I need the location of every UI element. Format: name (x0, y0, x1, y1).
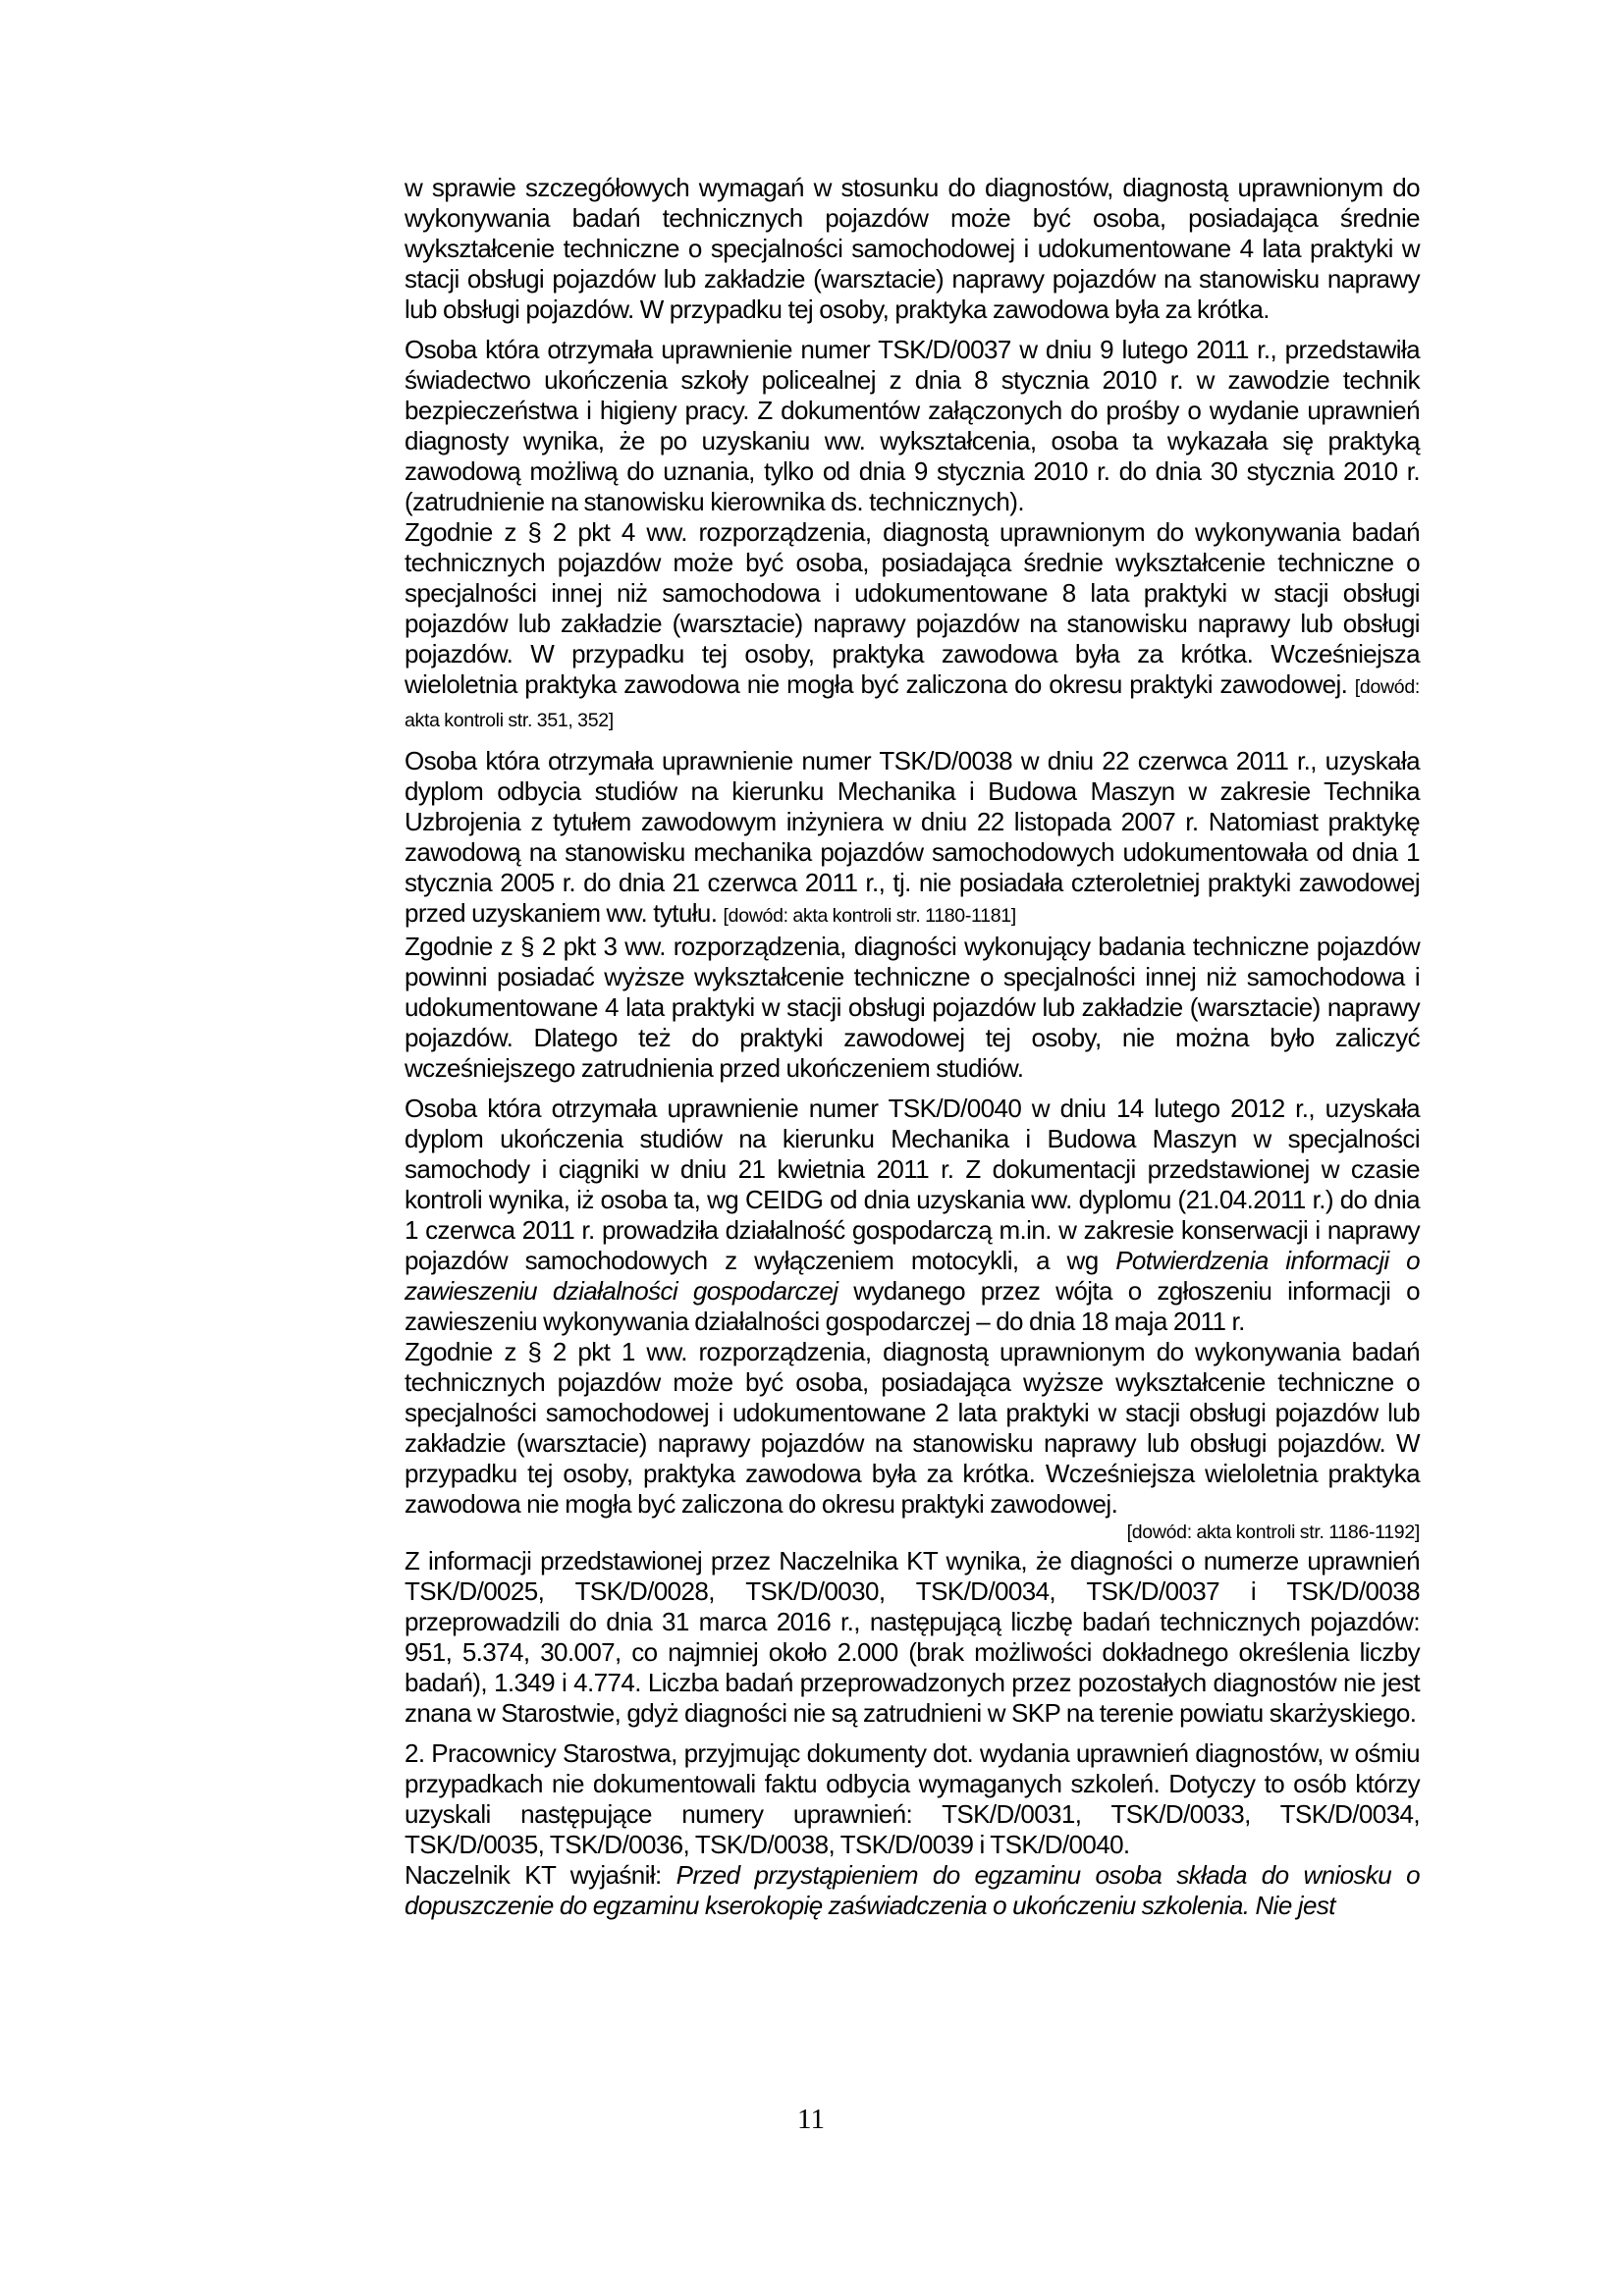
paragraph-text: Naczelnik KT wyjaśnił: (405, 1860, 676, 1890)
paragraph-text: Zgodnie z § 2 pkt 4 ww. rozporządzenia, diagnostą uprawnionym do wykonywania badań technicznych pojazdów może być osoba, posiadająca średnie wykształcenie techniczne o specjalności innej niż samochodowa i udokumentowane 8 lata praktyki w stacji obsługi pojazdów lub zakładzie (warsztacie) naprawy pojazdów na stanowisku naprawy lub obsługi pojazdów. W przypadku tej osoby, praktyka zawodowa była za krótka. Wcześniejsza wieloletnia praktyka zawodowa nie mogła być zaliczona do okresu praktyki zawodowej. (405, 517, 1420, 699)
paragraph-text: Osoba która otrzymała uprawnienie numer TSK/D/0038 w dniu 22 czerwca 2011 r., uzyskała dyplom odbycia studiów na kierunku Mechanika i Budowa Maszyn w zakresie Technika Uzbrojenia z tytułem zawodowym inżyniera w dniu 22 listopada 2007 r. Natomiast praktykę zawodową na stanowisku mechanika pojazdów samochodowych udokumentowała od dnia 1 stycznia 2005 r. do dnia 21 czerwca 2011 r., tj. nie posiadała czteroletniej praktyki zawodowej przed uzyskaniem ww. tytułu. (405, 746, 1420, 928)
evidence-reference: [dowód: akta kontroli str. 351, 352] (405, 676, 1420, 731)
paragraph (405, 1094, 1420, 1337)
paragraph: Zgodnie z § 2 pkt 3 ww. rozporządzenia, diagności wykonujący badania techniczne pojazdów powinni posiadać wyższe wykształcenie techniczne o specjalności innej niż samochodowa i udokumentowane 4 lata praktyki w stacji obsługi pojazdów lub zakładzie (warsztacie) naprawy pojazdów. Dlatego też do praktyki zawodowej tej osoby, nie można było zaliczyć wcześniejszego zatrudnienia przed ukończeniem studiów. (405, 932, 1420, 1083)
paragraph-text: wydanego przez wójta o zgłoszeniu informacji o zawieszeniu wykonywania działalności gospodarczej – do dnia 18 maja 2011 r. (405, 1276, 1421, 1336)
paragraph (405, 517, 1420, 736)
evidence-reference: [dowód: akta kontroli str. 1186-1192] (1126, 1522, 1420, 1543)
page-number: 11 (797, 2104, 825, 2135)
paragraph (405, 1860, 1420, 1921)
paragraph: Zgodnie z § 2 pkt 1 ww. rozporządzenia, diagnostą uprawnionym do wykonywania badań technicznych pojazdów może być osoba, posiadająca wyższe wykształcenie techniczne o specjalności samochodowej i udokumentowane 2 lata praktyki w stacji obsługi pojazdów lub zakładzie (warsztacie) naprawy pojazdów na stanowisku naprawy lub obsługi pojazdów. W przypadku tej osoby, praktyka zawodowa była za krótka. Wcześniejsza wieloletnia praktyka zawodowa nie mogła być zaliczona do okresu praktyki zawodowej. (405, 1337, 1420, 1519)
document-body (405, 173, 1420, 1921)
evidence-reference: [dowód: akta kontroli str. 1180-1181] (723, 905, 1016, 927)
paragraph (405, 746, 1420, 932)
quoted-explanation: Przed przystąpieniem do egzaminu osoba składa do wniosku o dopuszczenie do egzaminu kserokopię zaświadczenia o ukończeniu szkolenia. Nie jest (405, 1860, 1420, 1920)
paragraph: Z informacji przedstawionej przez Naczelnika KT wynika, że diagności o numerze uprawnień TSK/D/0025, TSK/D/0028, TSK/D/0030, TSK/D/0034, TSK/D/0037 i TSK/D/0038 przeprowadzili do dnia 31 marca 2016 r., następującą liczbę badań technicznych pojazdów: 951, 5.374, 30.007, co najmniej około 2.000 (brak możliwości dokładnego określenia liczby badań), 1.349 i 4.774. Liczba badań przeprowadzonych przez pozostałych diagnostów nie jest znana w Starostwie, gdyż diagności nie są zatrudnieni w SKP na terenie powiatu skarżyskiego. (405, 1546, 1420, 1728)
paragraph: 2. Pracownicy Starostwa, przyjmując dokumenty dot. wydania uprawnień diagnostów, w ośmiu przypadkach nie dokumentowali faktu odbycia wymaganych szkoleń. Dotyczy to osób którzy uzyskali następujące numery uprawnień: TSK/D/0031, TSK/D/0033, TSK/D/0034, TSK/D/0035, TSK/D/0036, TSK/D/0038, TSK/D/0039 i TSK/D/0040. (405, 1738, 1420, 1859)
document-title-italic: Potwierdzenia informacji o zawieszeniu działalności gospodarczej (405, 1246, 1421, 1306)
paragraph: w sprawie szczegółowych wymagań w stosunku do diagnostów, diagnostą uprawnionym do wykonywania badań technicznych pojazdów może być osoba, posiadająca średnie wykształcenie techniczne o specjalności samochodowej i udokumentowane 4 lata praktyki w stacji obsługi pojazdów lub zakładzie (warsztacie) naprawy pojazdów na stanowisku naprawy lub obsługi pojazdów. W przypadku tej osoby, praktyka zawodowa była za krótka. (405, 173, 1420, 324)
paragraph-text: Osoba która otrzymała uprawnienie numer TSK/D/0040 w dniu 14 lutego 2012 r., uzyskała dyplom ukończenia studiów na kierunku Mechanika i Budowa Maszyn w specjalności samochody i ciągniki w dniu 21 kwietnia 2011 r. Z dokumentacji przedstawionej w czasie kontroli wynika, iż osoba ta, wg CEIDG od dnia uzyskania ww. dyplomu (21.04.2011 r.) do dnia 1 czerwca 2011 r. prowadziła działalność gospodarczą m.in. w zakresie konserwacji i naprawy pojazdów samochodowych z wyłączeniem motocykli, a wg (405, 1094, 1420, 1275)
paragraph: Osoba która otrzymała uprawnienie numer TSK/D/0037 w dniu 9 lutego 2011 r., przedstawiła świadectwo ukończenia szkoły policealnej z dnia 8 stycznia 2010 r. w zawodzie technik bezpieczeństwa i higieny pracy. Z dokumentów załączonych do prośby o wydanie uprawnień diagnosty wynika, że po uzyskaniu ww. wykształcenia, osoba ta wykazała się praktyką zawodową możliwą do uznania, tylko od dnia 9 stycznia 2010 r. do dnia 30 stycznia 2010 r. (zatrudnienie na stanowisku kierownika ds. technicznych). (405, 335, 1420, 516)
